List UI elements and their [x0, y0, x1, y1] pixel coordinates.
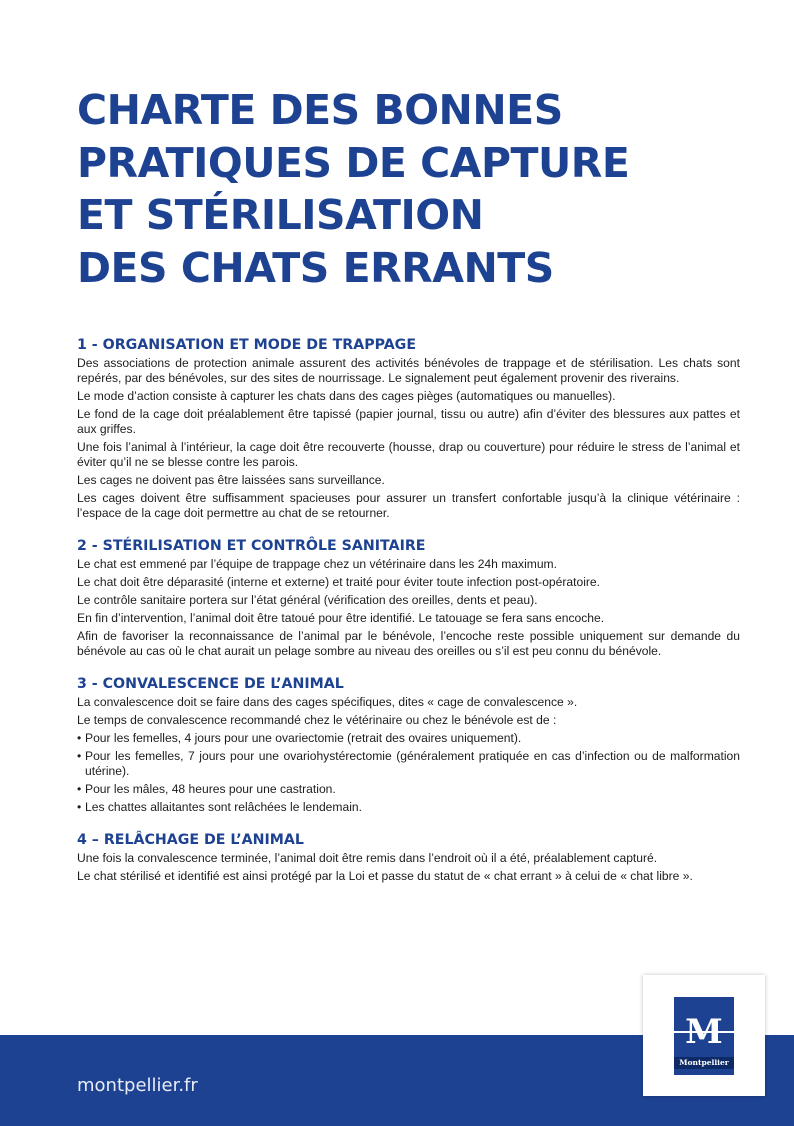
logo-letter: M: [685, 1012, 723, 1052]
paragraph: Le chat est emmené par l’équipe de trappage chez un vétérinaire dans les 24h maximum.: [77, 557, 557, 571]
title-line: CHARTE DES BONNES: [77, 86, 563, 134]
section-convalescence: [77, 675, 740, 815]
paragraph: En fin d’intervention, l’animal doit être tatoué pour être identifié. Le tatouage se fera sans encoche.: [77, 611, 605, 625]
section-heading: 3 - CONVALESCENCE DE L’ANIMAL: [77, 676, 344, 692]
paragraph: Des associations de protection animale assurent des activités bénévoles de trappage et de stérilisation. Les chats sont repérés, par des bénévoles, sur des sites de nourrissage. Le signalement peut également provenir des riverains.: [77, 356, 740, 385]
convalescence-list: [77, 731, 740, 815]
paragraph: Une fois l’animal à l’intérieur, la cage doit être recouverte (housse, drap ou couverture) pour réduire le stress de l’animal et éviter qu’il ne se blesse contre les parois.: [77, 440, 740, 469]
title-line: ET STÉRILISATION: [77, 191, 484, 239]
title-line: PRATIQUES DE CAPTURE: [77, 138, 630, 187]
section-heading: 2 - STÉRILISATION ET CONTRÔLE SANITAIRE: [77, 538, 426, 554]
paragraph: Le mode d’action consiste à capturer les chats dans des cages pièges (automatiques ou manuelles).: [77, 389, 616, 403]
paragraph: Les cages doivent être suffisamment spacieuses pour assurer un transfert confortable jusqu’à la clinique vétérinaire : l’espace de la cage doit permettre au chat de se retourner.: [77, 491, 740, 520]
document-body: [77, 336, 740, 900]
title-line: DES CHATS ERRANTS: [77, 243, 554, 292]
list-item: • Les chattes allaitantes sont relâchées le lendemain.: [77, 800, 740, 815]
section-relachage: [77, 831, 740, 884]
section-heading: 1 - ORGANISATION ET MODE DE TRAPPAGE: [77, 337, 417, 353]
page-title: [77, 84, 757, 294]
logo-name: Montpellier: [674, 1057, 734, 1069]
section-sterilisation: [77, 537, 740, 659]
section-organisation: [77, 336, 740, 521]
montpellier-logo: [674, 997, 734, 1075]
list-item: • Pour les femelles, 7 jours pour une ovariohystérectomie (généralement pratiquée en cas d’infection ou de malformation utérine).: [77, 749, 740, 779]
paragraph: Le fond de la cage doit préalablement être tapissé (papier journal, tissu ou autre) afin d’éviter des blessures aux pattes et aux griffes.: [77, 407, 740, 436]
paragraph: La convalescence doit se faire dans des cages spécifiques, dites « cage de convalescence ».: [77, 695, 578, 709]
section-heading: 4 – RELÂCHAGE DE L’ANIMAL: [77, 832, 304, 848]
paragraph: Le temps de convalescence recommandé chez le vétérinaire ou chez le bénévole est de :: [77, 713, 557, 727]
paragraph: Le contrôle sanitaire portera sur l’état général (vérification des oreilles, dents et peau).: [77, 593, 538, 607]
list-item: • Pour les femelles, 4 jours pour une ovariectomie (retrait des ovaires uniquement).: [77, 731, 740, 746]
paragraph: Afin de favoriser la reconnaissance de l’animal par le bénévole, l’encoche reste possible uniquement sur demande du bénévole au cas où le chat aurait un pelage sombre au niveau des oreilles ou s’il est peu connu du bénévole.: [77, 629, 740, 658]
list-item: • Pour les mâles, 48 heures pour une castration.: [77, 782, 740, 797]
paragraph: Le chat stérilisé et identifié est ainsi protégé par la Loi et passe du statut de « chat errant » à celui de « chat libre ».: [77, 869, 693, 883]
paragraph: Le chat doit être déparasité (interne et externe) et traité pour éviter toute infection post-opératoire.: [77, 575, 601, 589]
paragraph: Les cages ne doivent pas être laissées sans surveillance.: [77, 473, 385, 487]
logo-card: [643, 975, 765, 1096]
paragraph: Une fois la convalescence terminée, l’animal doit être remis dans l’endroit où il a été, préalablement capturé.: [77, 851, 658, 865]
website-link[interactable]: montpellier.fr: [77, 1075, 198, 1096]
